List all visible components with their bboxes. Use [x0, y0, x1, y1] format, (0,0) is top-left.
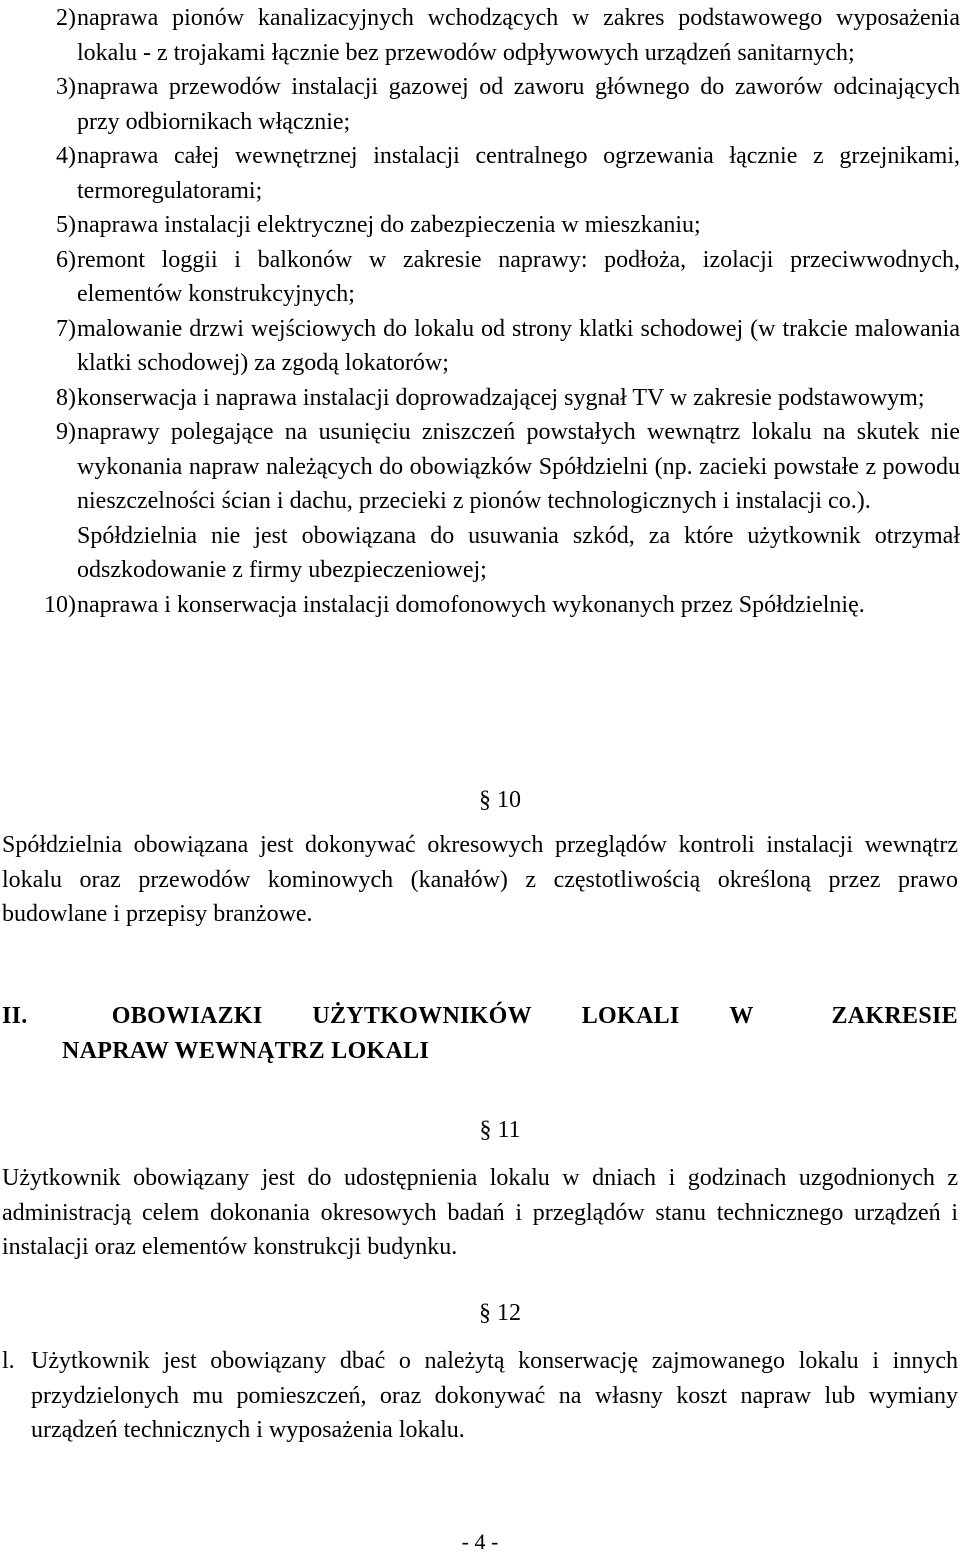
- section-12-item: [2, 1344, 958, 1448]
- list-item-text: naprawy polegające na usunięciu zniszczeń powstałych wewnątrz lokalu na skutek nie wykonania napraw należących do obowiązków Spółdzielni (np. zacieki powstałe z powodu nieszczelności ścian i dachu, przecieki z pionów technologicznych i instalacji co.).: [77, 419, 960, 514]
- heading-word: LOKALI: [581, 1003, 680, 1029]
- list-item-text: remont loggii i balkonów w zakresie naprawy: podłoża, izolacji przeciwwodnych, elementów konstrukcyjnych;: [77, 246, 960, 307]
- list-item-text: konserwacja i naprawa instalacji doprowadzającej sygnał TV w zakresie podstawowym;: [77, 384, 925, 411]
- section-10-paragraph: Spółdzielnia obowiązana jest dokonywać okresowych przeglądów kontroli instalacji wewnątrz lokalu oraz przewodów kominowych (kanałów) z częstotliwością określoną przez prawo budowlane i przepisy branżowe.: [2, 832, 958, 927]
- list-item: [0, 312, 960, 381]
- section-sign-12: [0, 1296, 960, 1331]
- repair-list: [0, 1, 960, 622]
- section-12-item-text: Użytkownik jest obowiązany dbać o należytą konserwację zajmowanego lokalu i innych przydzielonych mu pomieszczeń, oraz dokonywać na własny koszt napraw lub wymiany urządzeń technicznych i wyposażenia lokalu.: [31, 1348, 958, 1443]
- list-item-text: naprawa instalacji elektrycznej do zabezpieczenia w mieszkaniu;: [77, 212, 701, 238]
- list-item: [0, 381, 960, 416]
- section-sign-10: [0, 783, 960, 818]
- list-item-number: 4): [56, 143, 76, 169]
- section-number: § 11: [479, 1117, 521, 1143]
- list-item-text: naprawa i konserwacja instalacji domofonowych wykonanych przez Spółdzielnię.: [77, 591, 865, 618]
- heading-word: ZAKRESIE: [831, 1003, 958, 1029]
- chapter-heading: [2, 999, 958, 1068]
- list-item-number: 6): [56, 246, 76, 273]
- section-12-item-number: l.: [2, 1348, 15, 1374]
- list-item-text: naprawa pionów kanalizacyjnych wchodzących w zakres podstawowego wyposażenia lokalu - z trojakami łącznie bez przewodów odpływowych urządzeń sanitarnych;: [77, 5, 960, 66]
- list-item: [0, 1, 960, 70]
- list-item-text: naprawa przewodów instalacji gazowej od zaworu głównego do zaworów odcinających przy odbiornikach włącznie;: [77, 74, 960, 135]
- list-item: [0, 243, 960, 312]
- list-item-number: 5): [56, 212, 76, 238]
- heading-word: UŻYTKOWNIKÓW: [312, 1003, 532, 1029]
- list-item: [0, 588, 960, 623]
- section-number: § 12: [479, 1300, 521, 1326]
- heading-roman-numeral: II.: [2, 1003, 28, 1029]
- list-item-number: 3): [56, 74, 76, 100]
- list-item: [0, 70, 960, 139]
- heading-word: OBOWIAZKI: [111, 1003, 263, 1029]
- section-11-paragraph: Użytkownik obowiązany jest do udostępnienia lokalu w dniach i godzinach uzgodnionych z administracją celem dokonania okresowych badań i przeglądów stanu technicznego urządzeń i instalacji oraz elementów konstrukcji budynku.: [2, 1165, 958, 1260]
- list-item-number: 8): [56, 384, 76, 411]
- list-item-extra-text: Spółdzielnia nie jest obowiązana do usuwania szkód, za które użytkownik otrzymał odszkodowanie z firmy ubezpieczeniowej;: [77, 522, 960, 583]
- list-item-number: 7): [56, 315, 76, 342]
- heading-word: W: [729, 1003, 754, 1029]
- section-number: § 10: [479, 787, 521, 813]
- page-number: - 4 -: [461, 1529, 499, 1554]
- list-item: [0, 139, 960, 208]
- section-sign-11: [0, 1113, 960, 1148]
- list-item-number: 2): [56, 5, 76, 31]
- list-item: [0, 208, 960, 243]
- list-item-text: malowanie drzwi wejściowych do lokalu od strony klatki schodowej (w trakcie malowania klatki schodowej) za zgodą lokatorów;: [77, 315, 960, 376]
- list-item-number: 9): [56, 419, 76, 445]
- list-item-text: naprawa całej wewnętrznej instalacji centralnego ogrzewania łącznie z grzejnikami, termoregulatorami;: [77, 143, 960, 204]
- list-item-number: 10): [44, 591, 76, 618]
- heading-line-2: NAPRAW WEWNĄTRZ LOKALI: [62, 1037, 430, 1064]
- heading-line-1: [2, 999, 958, 1034]
- list-item: [0, 415, 960, 588]
